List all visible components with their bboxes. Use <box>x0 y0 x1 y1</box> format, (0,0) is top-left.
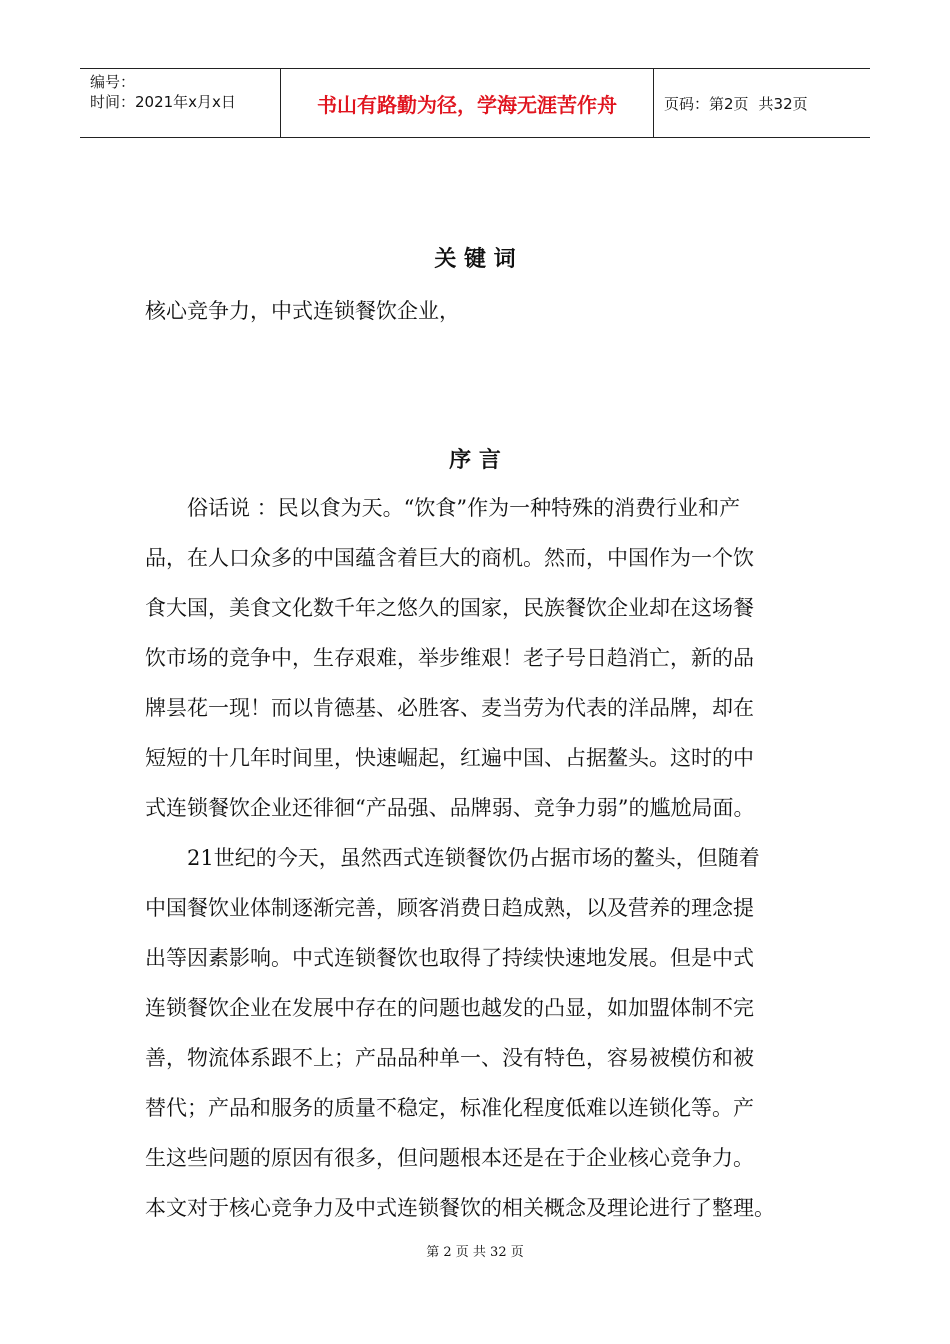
paragraph-line: 俗话说 ：民以食为天。“饮食”作为一种特殊的消费行业和产 <box>187 496 741 520</box>
preface-title: 序 言 <box>449 447 501 473</box>
header-page-cell <box>654 69 870 137</box>
header-page-label: 页码：第2页 <box>664 94 749 113</box>
paragraph-line: 生这些问题的原因有很多，但问题根本还是在于企业核心竞争力。 <box>145 1146 754 1170</box>
header-motto-cell <box>281 69 654 137</box>
header-meta-cell <box>80 69 281 137</box>
paragraph-line: 式连锁餐饮企业还徘徊“产品强、品牌弱、竞争力弱”的尴尬局面。 <box>145 796 755 820</box>
paragraph-line: 食大国，美食文化数千年之悠久的国家，民族餐饮企业却在这场餐 <box>145 596 754 620</box>
paragraph-line: 替代；产品和服务的质量不稳定，标准化程度低难以连锁化等。产 <box>145 1096 754 1120</box>
paragraph-line: 出等因素影响。中式连锁餐饮也取得了持续快速地发展。但是中式 <box>145 946 754 970</box>
paragraph-line: 短短的十几年时间里，快速崛起，红遍中国、占据鳌头。这时的中 <box>145 746 754 770</box>
paragraph-line: 中国餐饮业体制逐渐完善，顾客消费日趋成熟，以及营养的理念提 <box>145 896 754 920</box>
header-motto: 书山有路勤为径，学海无涯苦作舟 <box>317 92 617 117</box>
paragraph-line: 21世纪的今天，虽然西式连锁餐饮仍占据市场的鳌头，但随着 <box>187 846 760 870</box>
keywords-text: 核心竞争力，中式连锁餐饮企业， <box>145 299 460 323</box>
paragraph-line: 牌昙花一现！而以肯德基、必胜客、麦当劳为代表的洋品牌，却在 <box>145 696 754 720</box>
paragraph-line: 品，在人口众多的中国蕴含着巨大的商机。然而，中国作为一个饮 <box>145 546 754 570</box>
header-total-label: 共32页 <box>758 94 808 113</box>
document-number-label: 编号： <box>90 73 136 91</box>
paragraph-line: 本文对于核心竞争力及中式连锁餐饮的相关概念及理论进行了整理。 <box>145 1196 775 1220</box>
keywords-title: 关 键 词 <box>434 246 516 272</box>
paragraph-line: 连锁餐饮企业在发展中存在的问题也越发的凸显，如加盟体制不完 <box>145 996 754 1020</box>
paragraph-line: 饮市场的竞争中，生存艰难，举步维艰！老子号日趋消亡，新的品 <box>145 646 754 670</box>
document-header <box>80 68 870 138</box>
document-time-label: 时间：2021年x月x日 <box>90 93 236 111</box>
paragraph-line: 善，物流体系跟不上；产品品种单一、没有特色，容易被模仿和被 <box>145 1046 754 1070</box>
page-footer: 第 2 页 共 32 页 <box>426 1245 524 1260</box>
